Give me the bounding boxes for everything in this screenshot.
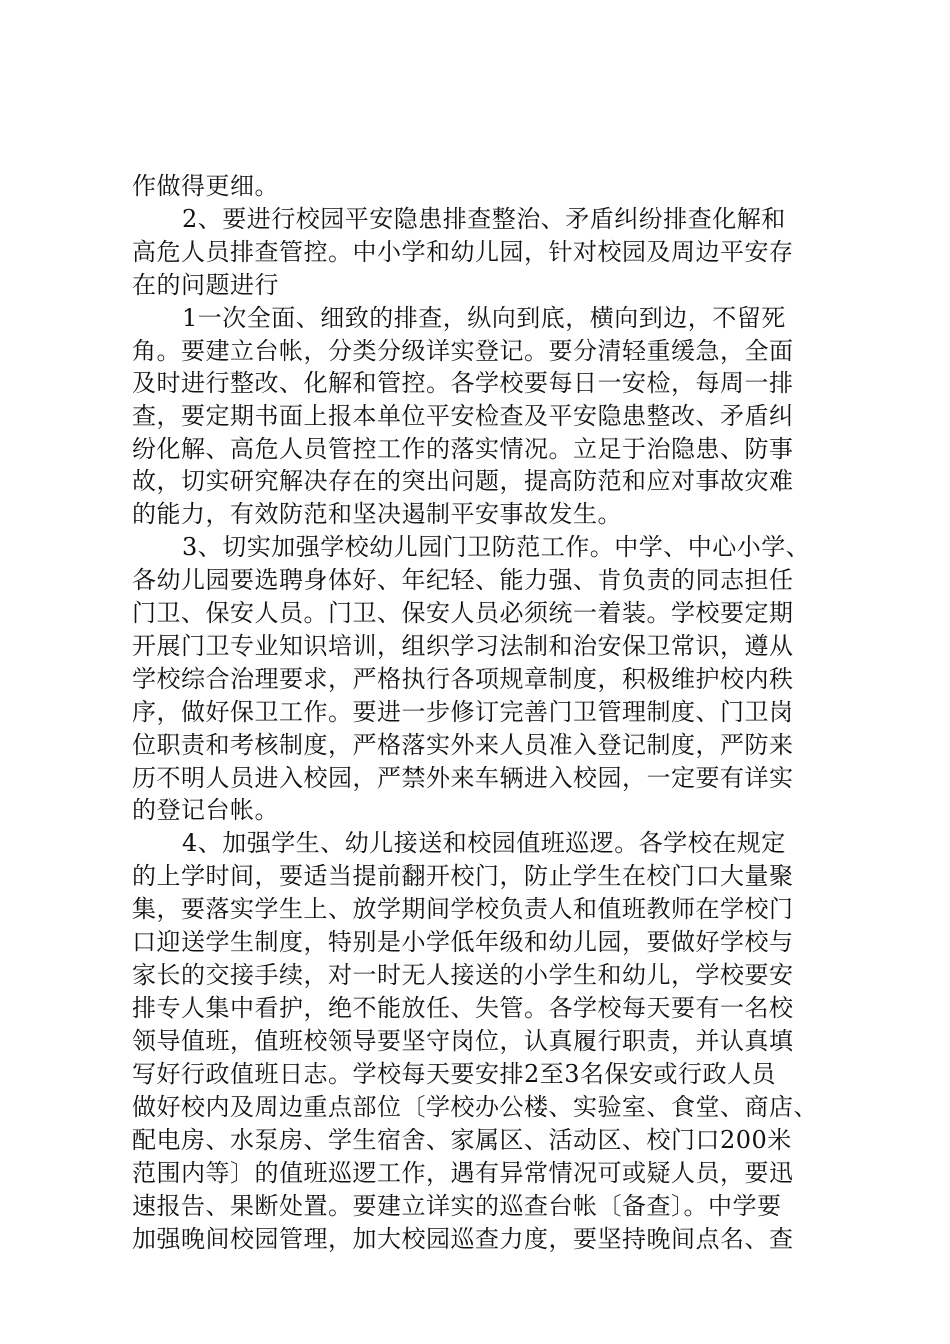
text-line: 故，切实研究解决存在的突出问题，提高防范和应对事故灾难 [132,467,794,495]
text-line: 查，要定期书面上报本单位平安检查及平安隐患整改、矛盾纠 [132,402,794,430]
text-line: 角。要建立台帐，分类分级详实登记。要分清轻重缓急，全面 [132,337,794,365]
text-line: 在的问题进行 [132,271,279,299]
text-line: 位职责和考核制度，严格落实外来人员准入登记制度，严防来 [132,731,794,759]
text-line: 及时进行整改、化解和管控。各学校要每日一安检，每周一排 [132,369,794,397]
text-line: 配电房、水泵房、学生宿舍、家属区、活动区、校门口200米 [132,1126,792,1154]
paragraph-4-start: 4、加强学生、幼儿接送和校园值班巡逻。各学校在规定 [182,829,786,857]
text-line: 的能力，有效防范和坚决遏制平安事故发生。 [132,500,622,528]
text-line: 开展门卫专业知识培训，组织学习法制和治安保卫常识，遵从 [132,632,794,660]
text-line: 门卫、保安人员。门卫、保安人员必须统一着装。学校要定期 [132,599,794,627]
text-line: 排专人集中看护，绝不能放任、失管。各学校每天要有一名校 [132,994,794,1022]
text-line: 高危人员排查管控。中小学和幼儿园，针对校园及周边平安存 [132,238,794,266]
text-line: 速报告、果断处置。要建立详实的巡查台帐〔备查〕。中学要 [132,1192,782,1220]
text-line: 家长的交接手续，对一时无人接送的小学生和幼儿，学校要安 [132,961,794,989]
text-line: 加强晚间校园管理，加大校园巡查力度，要坚持晚间点名、查 [132,1225,794,1253]
text-line: 口迎送学生制度，特别是小学低年级和幼儿园，要做好学校与 [132,928,794,956]
text-line: 历不明人员进入校园，严禁外来车辆进入校园，一定要有详实 [132,764,794,792]
text-line: 1一次全面、细致的排查，纵向到底，横向到边，不留死 [182,304,786,332]
paragraph-2-start: 2、要进行校园平安隐患排查整治、矛盾纠纷排查化解和 [182,205,786,233]
text-line: 学校综合治理要求，严格执行各项规章制度，积极维护校内秩 [132,665,794,693]
text-line: 范围内等〕的值班巡逻工作，遇有异常情况可或疑人员，要迅 [132,1159,794,1187]
text-line: 各幼儿园要选聘身体好、年纪轻、能力强、肯负责的同志担任 [132,566,794,594]
text-line: 写好行政值班日志。学校每天要安排2至3名保安或行政人员 [132,1060,777,1088]
text-line: 纷化解、高危人员管控工作的落实情况。立足于治隐患、防事 [132,435,794,463]
text-line: 的上学时间，要适当提前翻开校门，防止学生在校门口大量聚 [132,862,794,890]
text-line: 序，做好保卫工作。要进一步修订完善门卫管理制度、门卫岗 [132,698,794,726]
text-line: 集，要落实学生上、放学期间学校负责人和值班教师在学校门 [132,895,794,923]
paragraph-3-start: 3、切实加强学校幼儿园门卫防范工作。中学、中心小学、 [182,533,811,561]
text-line: 领导值班，值班校领导要坚守岗位，认真履行职责，并认真填 [132,1027,794,1055]
text-line: 作做得更细。 [132,172,279,200]
text-line: 的登记台帐。 [132,796,279,824]
text-line: 做好校内及周边重点部位〔学校办公楼、实验室、食堂、商店、 [132,1093,818,1121]
